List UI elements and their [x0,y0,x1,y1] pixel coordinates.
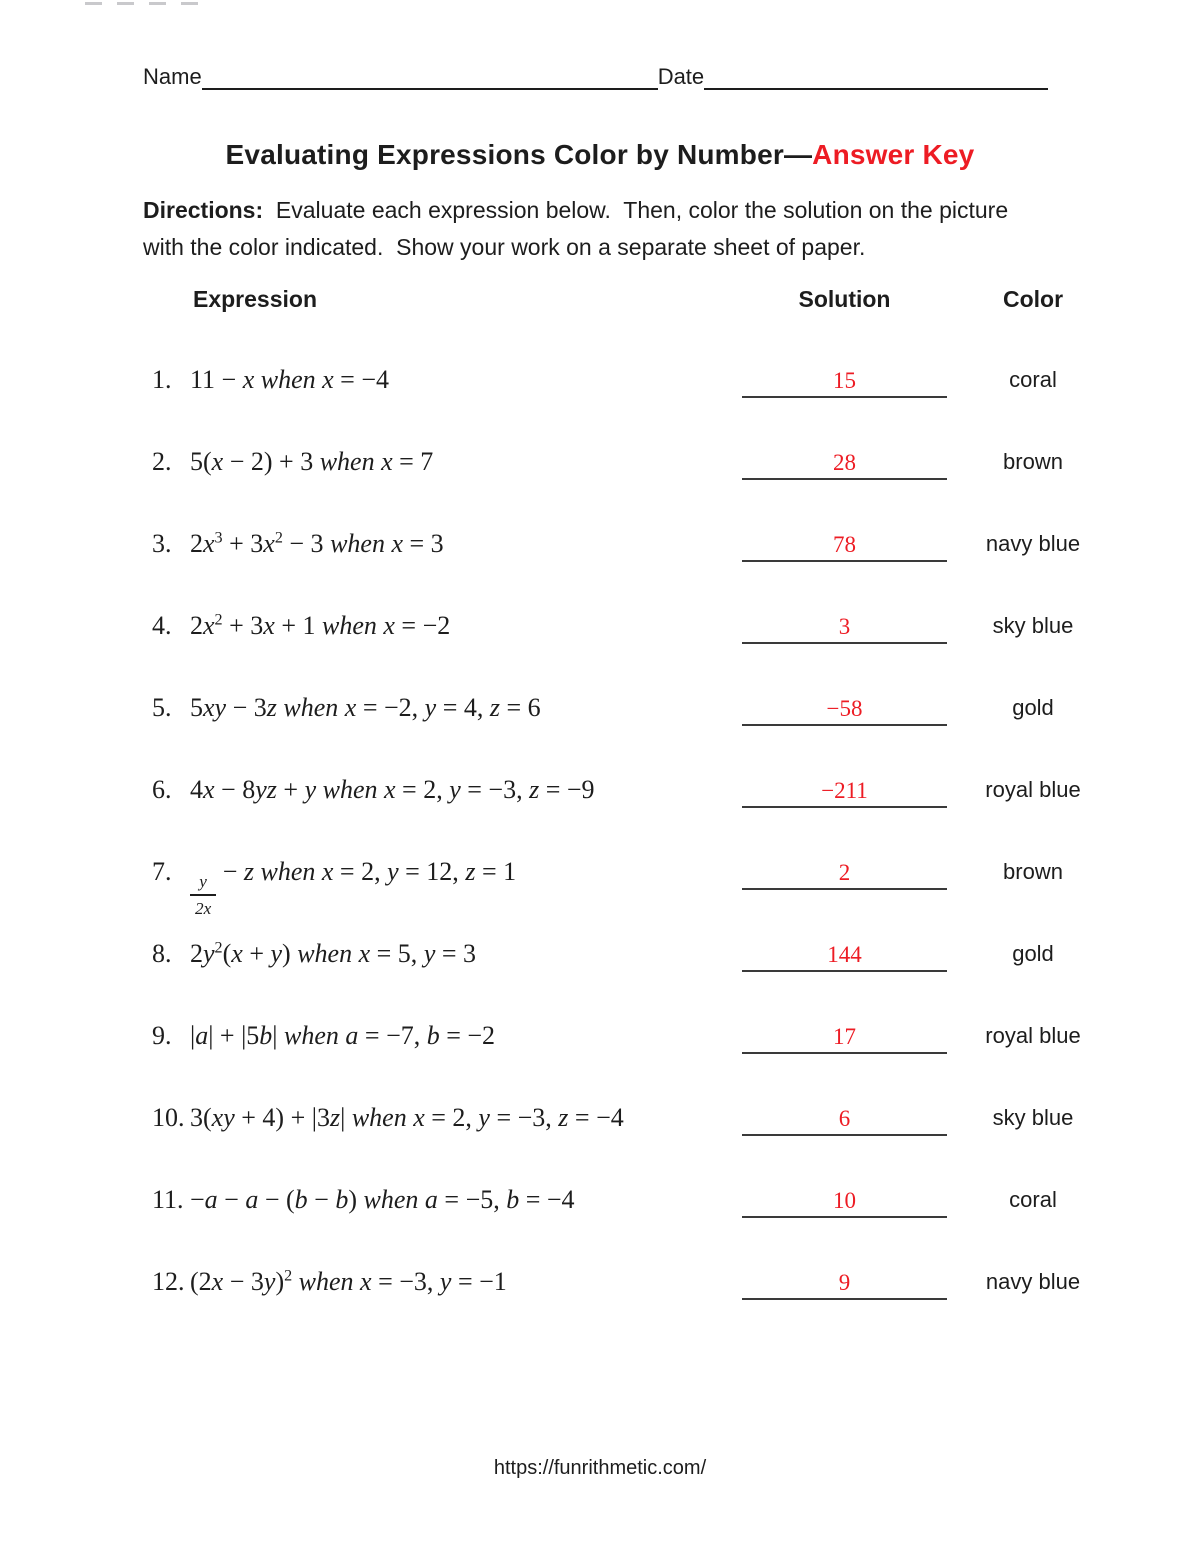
directions-text-1: Evaluate each expression below. Then, color the solution on the picture [263,197,1009,223]
directions [143,192,1043,266]
solution-blank-line [742,447,947,480]
problem-row [0,447,1200,529]
directions-text-2: with the color indicated. Show your work on a separate sheet of paper. [143,234,866,260]
expression: −a − a − (b − b) when a = −5, b = −4 [190,1185,575,1214]
solution-blank-line [742,693,947,726]
problem-row [0,365,1200,447]
color-label: royal blue [985,1023,1081,1048]
problem-number: 5. [152,693,172,722]
solution-blank-line [742,611,947,644]
problem-row [0,611,1200,693]
solution-blank-line [742,1185,947,1218]
color-label: sky blue [992,1105,1074,1130]
date-blank-line [704,64,1048,90]
color-label: gold [1012,941,1054,966]
date-label: Date [657,64,705,89]
title-answer-key-text: Answer Key [812,139,975,170]
problem-number: 8. [152,939,172,968]
solution-value: 2 [838,860,851,885]
color-label: brown [1003,449,1063,474]
scan-artifact-dash [85,2,102,5]
expression: 4x − 8yz + y when x = 2, y = −3, z = −9 [190,775,595,804]
column-header-color: Color [1002,286,1064,312]
problem-row [0,1185,1200,1267]
solution-blank-line [742,857,947,890]
scan-artifact-dash [117,2,134,5]
problem-number: 12. [152,1267,185,1296]
color-label: sky blue [992,613,1074,638]
problem-number: 1. [152,365,172,394]
expression: 5xy − 3z when x = −2, y = 4, z = 6 [190,693,541,722]
directions-label: Directions: [143,197,264,223]
problem-row [0,1267,1200,1349]
problem-number: 9. [152,1021,172,1050]
problem-row [0,775,1200,857]
solution-value: 17 [833,1024,856,1049]
expression: 3(xy + 4) + |3z| when x = 2, y = −3, z = −4 [190,1103,624,1132]
solution-blank-line [742,1103,947,1136]
title-main-text: Evaluating Expressions Color by Number— [225,139,813,170]
problem-number: 11. [152,1185,184,1214]
expression: $2x^3 + 3x^2 - 3$ when x = 3 [190,529,444,558]
color-label: royal blue [985,777,1081,802]
color-label: coral [1009,367,1057,392]
expression: $2y^2(x + y)$ when x = 5, y = 3 [190,939,477,968]
problem-row [0,1021,1200,1103]
problem-number: 6. [152,775,172,804]
color-label: gold [1012,695,1054,720]
problem-row [0,529,1200,611]
fraction: $\frac{y}{2x}$ [190,883,216,906]
color-label: brown [1003,859,1063,884]
problem-number: 7. [152,857,172,886]
directions-line-2 [143,229,1043,266]
solution-blank-line [742,1021,947,1054]
solution-blank-line [742,939,947,972]
color-label: navy blue [985,1269,1081,1294]
scan-artifact [85,2,198,5]
name-blank-line [202,64,658,90]
expression: |a| + |5b| when a = −7, b = −2 [190,1021,496,1050]
problem-row [0,857,1200,939]
solution-value: −58 [826,696,863,721]
solution-blank-line [742,775,947,808]
color-label: coral [1009,1187,1057,1212]
column-header-expression: Expression [193,286,317,312]
expression: 5(x − 2) + 3 when x = 7 [190,447,434,476]
solution-value: 78 [833,532,856,557]
scan-artifact-dash [149,2,166,5]
solution-value: 15 [833,368,856,393]
problem-number: 4. [152,611,172,640]
page-title [0,139,1200,171]
footer-url: https://funrithmetic.com/ [493,1457,707,1479]
solution-value: 3 [838,614,851,639]
problem-row [0,939,1200,1021]
solution-blank-line [742,1267,947,1300]
name-date-row [143,64,1048,90]
problem-number: 3. [152,529,172,558]
solution-blank-line [742,365,947,398]
solution-value: 10 [833,1188,856,1213]
problem-row [0,1103,1200,1185]
expression: $(2x - 3y)^2$ when x = −3, y = −1 [190,1267,507,1296]
name-label: Name [143,64,202,89]
expression: 11 − x when x = −4 [190,365,389,394]
solution-value: 28 [833,450,856,475]
solution-value: −211 [821,778,868,803]
directions-line-1 [143,192,1043,229]
solution-blank-line [742,529,947,562]
solution-value: 6 [838,1106,851,1131]
problem-number: 2. [152,447,172,476]
solution-value: 144 [827,942,862,967]
color-label: navy blue [985,531,1081,556]
expression: $\frac{y}{2x}$ − z when x = 2, y = 12, z = 1 [190,857,516,907]
problem-row [0,693,1200,775]
solution-value: 9 [838,1270,851,1295]
scan-artifact-dash [181,2,198,5]
problem-number: 10. [152,1103,185,1132]
column-header-solution: Solution [798,286,891,312]
expression: $2x^2 + 3x + 1$ when x = −2 [190,611,451,640]
